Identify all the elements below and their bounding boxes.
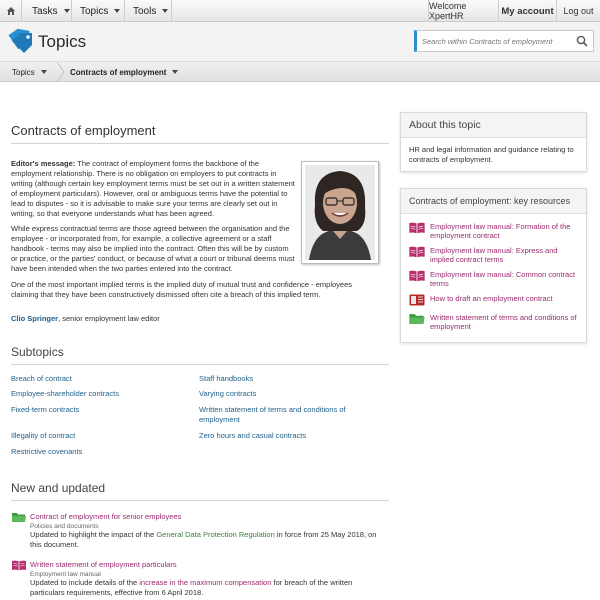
search-icon[interactable] (576, 35, 588, 47)
chevron-down-icon (64, 9, 70, 13)
resource-link[interactable]: Employment law manual: Common contract terms (430, 270, 576, 288)
key-resources-panel (400, 188, 587, 343)
news-desc-link[interactable]: increase in the maximum compensation (139, 578, 272, 587)
news-item-title-link[interactable]: Contract of employment for senior employees (30, 512, 182, 521)
editor-paragraph-2: While express contractual terms are those agreed between the organisation and the employee - or incorporated from, for example, a collective agreement or a staff handbook - terms may also be implied into the contract. Often this will be by custom or practice, or the parties' conduct, or because of what a court or tribunal deems must have been intended when the two parties entered into the contract. (11, 224, 295, 273)
chevron-down-icon (41, 70, 47, 74)
subtopic-link[interactable]: Staff handbooks (199, 374, 254, 383)
breadcrumb (0, 62, 600, 82)
chevron-down-icon (162, 9, 168, 13)
subtopic-link[interactable]: Zero hours and casual contracts (199, 431, 307, 440)
subtopic-link[interactable]: Restrictive covenants (11, 447, 83, 456)
welcome-text: Welcome XpertHR (428, 0, 498, 22)
chevron-down-icon (114, 9, 120, 13)
top-nav (0, 0, 600, 22)
news-item-type: Policies and documents (30, 523, 99, 530)
folder-icon (409, 313, 425, 325)
breadcrumb-current-label: Contracts of employment (70, 67, 167, 77)
about-topic-panel (400, 112, 587, 172)
news-desc-text: for breach of the written particulars requirements, effective from 6 April 2018. (30, 578, 353, 597)
subtopic-link[interactable]: Employee-shareholder contracts (11, 389, 119, 398)
chevron-down-icon (172, 70, 178, 74)
nav-topics-label: Topics (80, 5, 109, 17)
news-item-description (30, 578, 380, 598)
news-item-type: Employment law manual (30, 571, 101, 578)
resource-link[interactable]: Employment law manual: Formation of the employment contract (430, 222, 571, 240)
news-item-title-link[interactable]: Written statement of employment particulars (30, 560, 177, 569)
page-title: Topics (38, 32, 87, 51)
logout-link[interactable]: Log out (556, 0, 600, 22)
my-account-link[interactable]: My account (498, 0, 556, 22)
subtopic-link[interactable]: Varying contracts (199, 389, 257, 398)
editor-paragraph-3: One of the most important implied terms is the implied duty of mutual trust and confidence - employees claiming that they have been constructively dismissed often cite a breach of this implied term. (11, 280, 352, 299)
search-box (414, 30, 594, 52)
home-icon (6, 6, 16, 16)
author-name-link[interactable]: Clio Springer (11, 314, 59, 323)
author-role: , senior employment law editor (58, 314, 160, 323)
divider (11, 364, 389, 365)
guide-icon (409, 294, 425, 306)
breadcrumb-current[interactable] (70, 62, 178, 82)
page-header (0, 22, 600, 62)
subtopic-link[interactable]: Fixed-term contracts (11, 405, 80, 414)
search-input[interactable] (422, 35, 572, 48)
author-photo (301, 161, 379, 264)
resource-link[interactable]: Written statement of terms and conditions of employment (430, 313, 577, 331)
editor-label: Editor's message: (11, 159, 76, 168)
folder-icon (12, 512, 26, 523)
breadcrumb-separator-icon (56, 62, 66, 82)
nav-tasks-menu[interactable] (22, 0, 72, 22)
subtopic-link[interactable]: Written statement of terms and conditions of employment (199, 405, 346, 424)
divider (11, 143, 389, 144)
divider (11, 500, 389, 501)
nav-topics-menu[interactable] (72, 0, 125, 22)
subtopic-link[interactable]: Breach of contract (11, 374, 72, 383)
editor-paragraph-1: The contract of employment forms the backbone of the employment relationship. There is no obligation on employers to put contracts in writing (although certain key employment terms must be set out in a written statement of employment particulars). However, oral or ambiguous terms have the potential to lead to disputes - so it is advisable to make sure your terms are clearly set out in writing, so that everyone understands what has been agreed. (11, 159, 295, 218)
manual-icon (409, 246, 425, 258)
manual-icon (409, 222, 425, 234)
new-and-updated-heading: New and updated (11, 481, 106, 495)
editor-message (11, 159, 296, 219)
key-resources-heading: Contracts of employment: key resources (401, 189, 586, 214)
tag-icon (6, 28, 34, 54)
nav-tasks-label: Tasks (32, 5, 58, 17)
author-portrait-image (305, 165, 375, 260)
home-button[interactable] (0, 0, 22, 22)
news-desc-text: Updated to include details of the (30, 578, 140, 587)
breadcrumb-topics-label: Topics (12, 67, 35, 77)
breadcrumb-topics[interactable] (12, 62, 47, 82)
about-topic-text: HR and legal information and guidance relating to contracts of employment. (409, 145, 574, 164)
manual-icon (12, 560, 26, 571)
news-desc-text: Updated to highlight the impact of the (30, 530, 157, 539)
news-item-description (30, 530, 380, 550)
subtopics-heading: Subtopics (11, 345, 64, 359)
resource-link[interactable]: How to draft an employment contract (430, 294, 553, 303)
nav-tools-label: Tools (133, 5, 157, 17)
about-topic-heading: About this topic (401, 113, 586, 138)
manual-icon (409, 270, 425, 282)
nav-tools-menu[interactable] (125, 0, 172, 22)
resource-link[interactable]: Employment law manual: Express and implied contract terms (430, 246, 558, 264)
news-desc-text: in force from 25 May 2018, on this document. (30, 530, 377, 549)
author-line (11, 314, 381, 324)
subtopic-link[interactable]: Illegality of contract (11, 431, 76, 440)
article-title: Contracts of employment (11, 123, 156, 138)
news-desc-link[interactable]: General Data Protection Regulation (156, 530, 275, 539)
